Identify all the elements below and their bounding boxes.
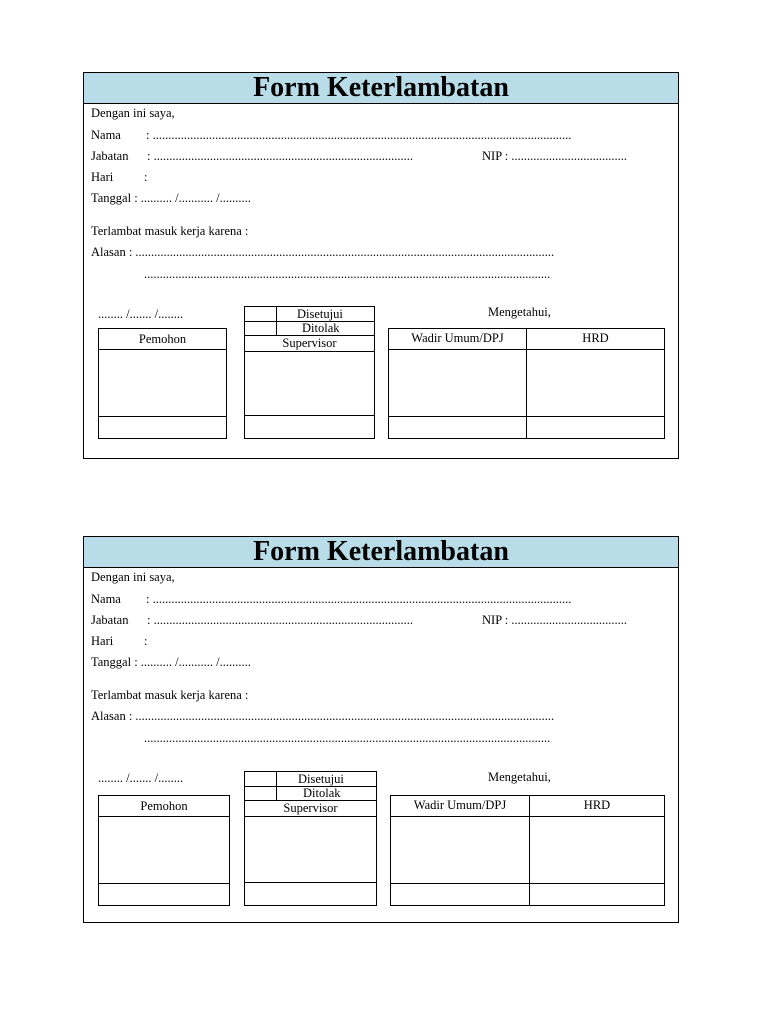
approve-checkbox[interactable] (245, 772, 277, 786)
mengetahui-label: Mengetahui, (488, 305, 551, 319)
nama-field[interactable]: : ...................................................................................................................................... (146, 592, 572, 606)
jabatan-label: Jabatan (91, 149, 129, 163)
intro-text: Dengan ini saya, (91, 106, 175, 120)
late-form-1 (83, 72, 679, 459)
pemohon-label: Pemohon (138, 332, 187, 346)
reject-checkbox[interactable] (245, 321, 277, 335)
late-form-2 (83, 536, 679, 923)
nip-field[interactable]: NIP : ..................................... (482, 149, 628, 163)
tanggal-field[interactable]: Tanggal : .......... /........... /.......... (91, 655, 251, 669)
hari-label: Hari (91, 634, 114, 648)
pemohon-signature-box (98, 795, 230, 906)
alasan-field[interactable]: Alasan : ...................................................................................................................................... (91, 709, 555, 723)
date-field[interactable]: ........ /....... /........ (98, 771, 184, 785)
form-body (84, 104, 678, 458)
nama-field[interactable]: : ...................................................................................................................................... (146, 128, 572, 142)
supervisor-approval-box (244, 306, 375, 439)
nama-label: Nama (91, 128, 121, 142)
hari-label: Hari (91, 170, 114, 184)
reject-option-label: Ditolak (303, 786, 341, 800)
wadir-label: Wadir Umum/DPJ (411, 331, 504, 345)
hrd-label: HRD (582, 331, 609, 345)
tanggal-field[interactable]: Tanggal : .......... /........... /.......... (91, 191, 251, 205)
jabatan-field[interactable]: : ................................................................................... (147, 613, 413, 627)
alasan-field-continued[interactable]: .................................................................................................................................. (144, 267, 551, 281)
jabatan-label: Jabatan (91, 613, 129, 627)
supervisor-label: Supervisor (282, 336, 337, 350)
form-header (84, 537, 678, 568)
alasan-field[interactable]: Alasan : ...................................................................................................................................... (91, 245, 555, 259)
reason-intro: Terlambat masuk kerja karena : (91, 224, 249, 238)
mengetahui-label: Mengetahui, (488, 770, 551, 784)
intro-text: Dengan ini saya, (91, 570, 175, 584)
form-title: Form Keterlambatan (253, 72, 509, 103)
approve-option-label: Disetujui (298, 772, 344, 786)
acknowledgement-box (390, 795, 665, 906)
acknowledgement-box (388, 328, 665, 439)
reject-option-label: Ditolak (302, 321, 340, 335)
form-body (84, 568, 678, 922)
form-header (84, 73, 678, 104)
alasan-field-continued[interactable]: .................................................................................................................................. (144, 731, 551, 745)
approve-option-label: Disetujui (297, 307, 343, 321)
pemohon-signature-box (98, 328, 227, 439)
form-title: Form Keterlambatan (253, 536, 509, 567)
nama-label: Nama (91, 592, 121, 606)
hrd-label: HRD (583, 798, 611, 812)
jabatan-field[interactable]: : ................................................................................... (147, 149, 413, 163)
nip-field[interactable]: NIP : ..................................... (482, 613, 628, 627)
reject-checkbox[interactable] (245, 786, 277, 800)
hari-field[interactable]: : (144, 170, 148, 184)
hari-field[interactable]: : (144, 634, 148, 648)
pemohon-label: Pemohon (140, 799, 188, 813)
supervisor-approval-box (244, 771, 377, 906)
reason-intro: Terlambat masuk kerja karena : (91, 688, 249, 702)
date-field[interactable]: ........ /....... /........ (98, 307, 184, 321)
supervisor-label: Supervisor (283, 801, 338, 815)
wadir-label: Wadir Umum/DPJ (413, 798, 507, 812)
approve-checkbox[interactable] (245, 307, 277, 321)
